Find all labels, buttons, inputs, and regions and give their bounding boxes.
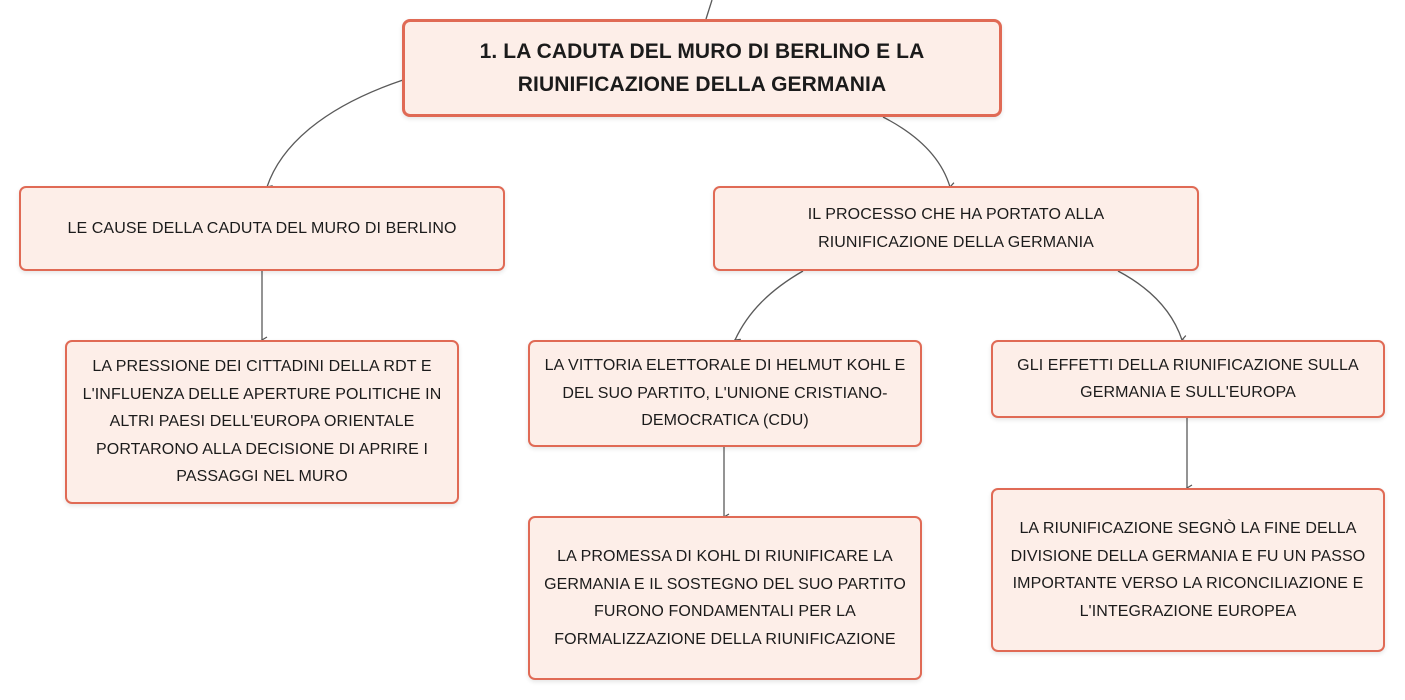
- process-node-label: IL PROCESSO CHE HA PORTATO ALLA RIUNIFICAZIONE DELLA GERMANIA: [807, 206, 1105, 251]
- cause-detail-node-label: LA PRESSIONE DEI CITTADINI DELLA RDT E L'INFLUENZA DELLE APERTURE POLITICHE IN ALTRI PAESI DELL'EUROPA ORIENTALE PORTARONO ALLA DECISIONE DI APRIRE I PASSAGGI NEL MURO: [82, 358, 442, 486]
- connector-root-to-cause: [267, 80, 403, 187]
- root-node-label: 1. LA CADUTA DEL MURO DI BERLINO E LA RIUNIFICAZIONE DELLA GERMANIA: [479, 40, 925, 96]
- connector-process-to-effects: [1118, 271, 1182, 340]
- kohl-promise-node[interactable]: [528, 516, 922, 680]
- connector-root-to-process: [883, 117, 950, 187]
- kohl-promise-node-label: LA PROMESSA DI KOHL DI RIUNIFICARE LA GERMANIA E IL SOSTEGNO DEL SUO PARTITO FURONO FONDAMENTALI PER LA FORMALIZZAZIONE DELLA RIUNIFICAZIONE: [544, 548, 906, 648]
- cause-detail-node[interactable]: [65, 340, 459, 504]
- kohl-victory-node[interactable]: [528, 340, 922, 447]
- process-node[interactable]: [713, 186, 1199, 271]
- reunification-result-node[interactable]: [991, 488, 1385, 652]
- effects-node[interactable]: [991, 340, 1385, 418]
- root-node[interactable]: [402, 19, 1002, 117]
- connector-process-to-kohl: [735, 271, 803, 340]
- cause-node[interactable]: [19, 186, 505, 271]
- reunification-result-node-label: LA RIUNIFICAZIONE SEGNÒ LA FINE DELLA DIVISIONE DELLA GERMANIA E FU UN PASSO IMPORTANTE VERSO LA RICONCILIAZIONE E L'INTEGRAZIONE EUROPEA: [1010, 520, 1366, 620]
- effects-node-label: GLI EFFETTI DELLA RIUNIFICAZIONE SULLA GERMANIA E SULL'EUROPA: [1017, 356, 1359, 401]
- cause-node-label: LE CAUSE DELLA CADUTA DEL MURO DI BERLINO: [67, 219, 457, 237]
- kohl-victory-node-label: LA VITTORIA ELETTORALE DI HELMUT KOHL E DEL SUO PARTITO, L'UNIONE CRISTIANO-DEMOCRATICA (CDU): [544, 357, 906, 430]
- connector-parent-to-root: [706, 0, 712, 19]
